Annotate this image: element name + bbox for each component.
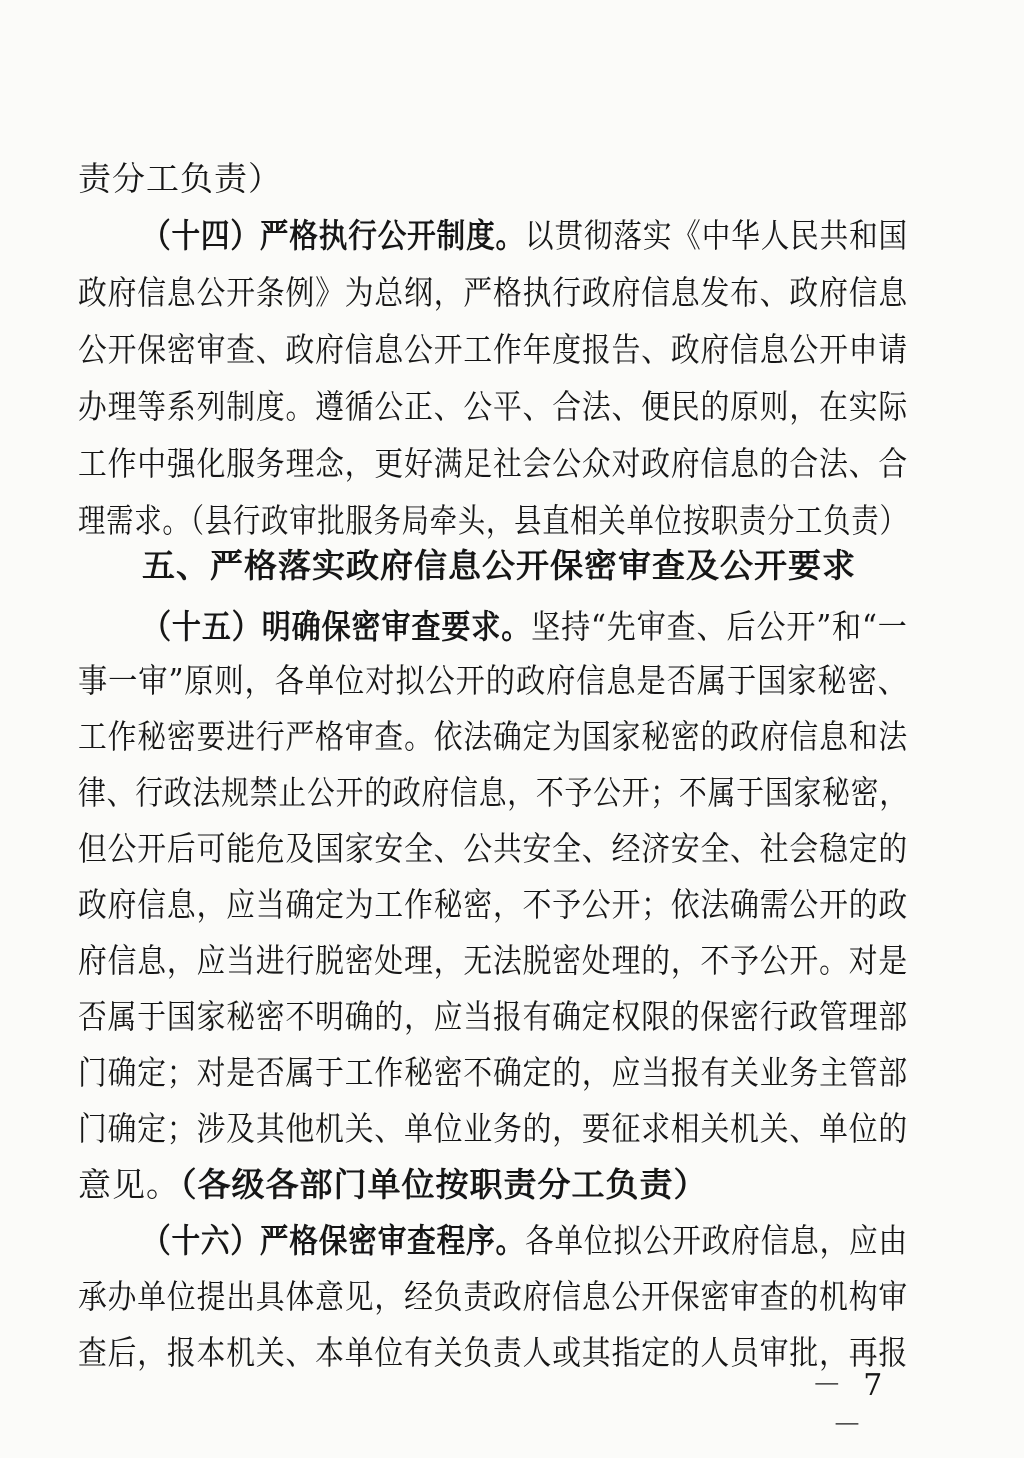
text-line [78,443,908,485]
page-number: － 7 － [811,1368,889,1443]
text-line [142,215,908,257]
line-segment: 以贯彻落实《中华人民共和国 [525,216,908,255]
line-segment: 办理等系列制度。遵循公正、公平、合法、便民的原则，在实际 [78,387,908,426]
section-heading [142,545,908,587]
line-segment: 政府信息公开条例》为总纲，严格执行政府信息发布、政府信息 [78,273,908,312]
line-segment: 工作中强化服务理念，更好满足社会公众对政府信息的合法、合 [78,444,908,483]
text-line [78,660,908,702]
line-segment-bold: （十四）严格执行公开制度。 [142,216,525,255]
line-segment: 各单位拟公开政府信息，应由 [525,1221,908,1260]
line-segment-bold: 五、严格落实政府信息公开保密审查及公开要求 [142,546,856,585]
text-line [78,329,908,371]
line-segment: 门确定；涉及其他机关、单位业务的，要征求相关机关、单位的 [78,1109,908,1148]
line-segment: 理需求。（县行政审批服务局牵头，县直相关单位按职责分工负责） [78,501,908,540]
line-segment: 但公开后可能危及国家安全、公共安全、经济安全、社会稳定的 [78,829,908,868]
text-line [78,1276,908,1318]
text-line [78,1052,908,1094]
text-line [78,716,908,758]
line-segment: 否属于国家秘密不明确的，应当报有确定权限的保密行政管理部 [78,997,908,1036]
line-segment-bold: （各级各部门单位按职责分工负责） [180,1165,708,1204]
text-line [142,1220,908,1262]
text-line [78,1164,908,1206]
text-line [78,272,908,314]
line-segment: 坚持“先审查、后公开”和“一 [531,607,908,646]
text-line [78,884,908,926]
line-segment: 公开保密审查、政府信息公开工作年度报告、政府信息公开申请 [78,330,908,369]
line-segment: 事一审”原则，各单位对拟公开的政府信息是否属于国家秘密、 [78,661,908,700]
text-line [78,940,908,982]
line-segment: 门确定；对是否属于工作秘密不确定的，应当报有关业务主管部 [78,1053,908,1092]
text-line [78,1108,908,1150]
line-segment: 责分工负责） [78,159,282,198]
line-segment: 律、行政法规禁止公开的政府信息，不予公开；不属于国家秘密， [78,773,908,812]
line-segment: 政府信息，应当确定为工作秘密，不予公开；依法确需公开的政 [78,885,908,924]
text-line [78,158,908,200]
text-line [78,828,908,870]
line-segment-bold: （十五）明确保密审查要求。 [142,607,532,646]
text-line [78,1332,908,1374]
line-segment-bold: （十六）严格保密审查程序。 [142,1221,525,1260]
text-line [78,500,908,542]
line-segment: 承办单位提出具体意见，经负责政府信息公开保密审查的机构审 [78,1277,908,1316]
text-line [78,996,908,1038]
line-segment: 查后，报本机关、本单位有关负责人或其指定的人员审批，再报 [78,1333,908,1372]
line-segment: 工作秘密要进行严格审查。依法确定为国家秘密的政府信息和法 [78,717,908,756]
line-segment: 意见。 [78,1165,180,1204]
text-line [78,386,908,428]
line-segment: 府信息，应当进行脱密处理，无法脱密处理的，不予公开。对是 [78,941,908,980]
text-line [78,772,908,814]
text-line [142,606,908,648]
